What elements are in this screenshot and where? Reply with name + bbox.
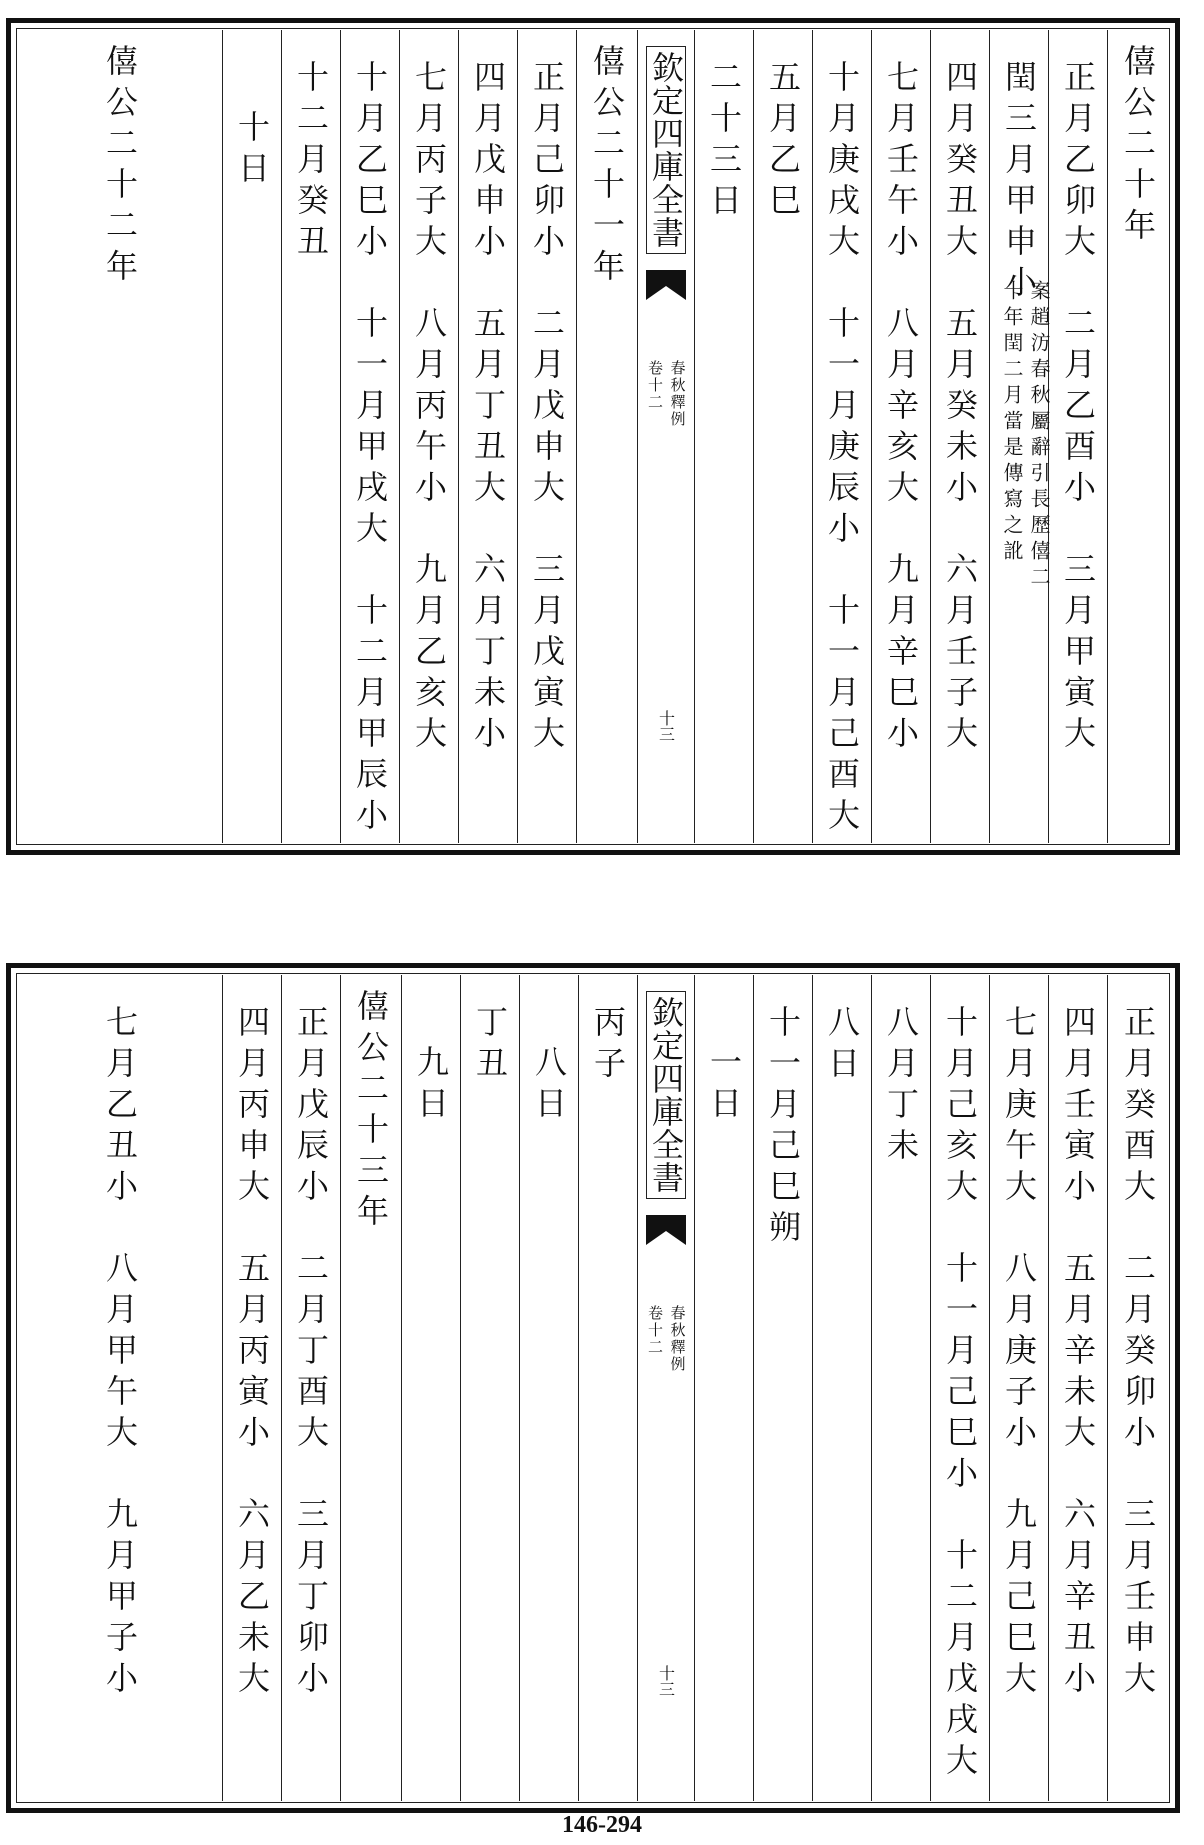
column — [281, 975, 340, 1801]
column-text: 十月庚戌大 十一月庚辰小 十一月己酉大 — [823, 60, 861, 839]
column-text: 八日 — [530, 1045, 568, 1127]
column-text: 僖公二十年 — [1119, 44, 1157, 249]
column-text: 僖公二十一年 — [588, 44, 626, 290]
column — [460, 975, 519, 1801]
column-text: 十月乙巳小 十一月甲戌大 十二月甲辰小 — [351, 60, 389, 839]
column — [401, 975, 460, 1801]
column-text: 二十三日 — [705, 60, 743, 224]
column-text: 僖公二十二年 — [101, 44, 139, 290]
column-text: 正月癸酉大 二月癸卯小 三月壬申大 — [1119, 1005, 1157, 1702]
column — [989, 975, 1048, 1801]
column-text: 一日 — [705, 1045, 743, 1127]
column — [930, 30, 989, 843]
column-text: 七月乙丑小 八月甲午大 九月甲子小 — [101, 1005, 139, 1702]
column — [1048, 975, 1107, 1801]
column-text: 十月己亥大 十一月己巳小 十二月戊戌大 — [941, 1005, 979, 1784]
column-text: 九日 — [412, 1045, 450, 1127]
fishtail-mark-icon — [646, 270, 686, 310]
column-text: 丁丑 — [471, 1005, 509, 1087]
fishtail-mark-icon — [646, 1215, 686, 1255]
column — [753, 30, 812, 843]
column — [222, 975, 281, 1801]
column — [930, 975, 989, 1801]
annotation-note: 案趙汸春秋屬辭引長歷僖二 十年閏二月當是傳寫之訛 — [1000, 280, 1051, 592]
column — [578, 975, 637, 1801]
column — [1107, 975, 1168, 1801]
column-text: 正月乙卯大 二月乙酉小 三月甲寅大 — [1059, 60, 1097, 757]
column-text: 八日 — [823, 1005, 861, 1087]
column-text: 十二月癸丑 — [292, 60, 330, 265]
column-text: 十日 — [233, 110, 271, 192]
column-text: 丙子 — [589, 1005, 627, 1087]
column-text: 僖公二十三年 — [352, 989, 390, 1235]
column-text: 七月壬午小 八月辛亥大 九月辛巳小 — [882, 60, 920, 757]
column-text: 閏三月甲申小 — [1000, 60, 1038, 306]
page-footer-number: 146-294 — [562, 1812, 642, 1838]
column — [281, 30, 340, 843]
column-heading — [576, 30, 637, 843]
column-text: 四月丙申大 五月丙寅小 六月乙未大 — [233, 1005, 271, 1702]
book-spine-top — [637, 30, 694, 843]
column-text: 五月乙巳 — [764, 60, 802, 224]
column-text: 四月戊申小 五月丁丑大 六月丁未小 — [469, 60, 507, 757]
spine-page-number: 十三 — [656, 1665, 676, 1697]
column-text: 八月丁未 — [882, 1005, 920, 1169]
spine-subtitle: 春秋釋例 卷十二 — [646, 1305, 687, 1373]
column — [753, 975, 812, 1801]
column — [18, 975, 222, 1801]
column-text: 七月丙子大 八月丙午小 九月乙亥大 — [410, 60, 448, 757]
column — [517, 30, 576, 843]
spine-page-number: 十三 — [656, 710, 676, 742]
book-spine-bottom — [637, 975, 694, 1801]
column — [694, 30, 753, 843]
column-text: 正月己卯小 二月戊申大 三月戊寅大 — [528, 60, 566, 757]
column-heading — [1107, 30, 1168, 843]
spine-title: 欽定四庫全書 — [646, 46, 686, 254]
column — [694, 975, 753, 1801]
column — [871, 30, 930, 843]
column — [399, 30, 458, 843]
column-text: 四月癸丑大 五月癸未小 六月壬子大 — [941, 60, 979, 757]
column — [340, 30, 399, 843]
spine-title: 欽定四庫全書 — [646, 991, 686, 1199]
column-text: 十一月己巳朔 — [764, 1005, 802, 1251]
spine-subtitle: 春秋釋例 卷十二 — [646, 360, 687, 428]
column — [458, 30, 517, 843]
column — [519, 975, 578, 1801]
column — [871, 975, 930, 1801]
column-text: 四月壬寅小 五月辛未大 六月辛丑小 — [1059, 1005, 1097, 1702]
book-page-top — [6, 18, 1180, 855]
column — [812, 30, 871, 843]
column — [1048, 30, 1107, 843]
column — [812, 975, 871, 1801]
column-heading — [18, 30, 222, 843]
column-text: 七月庚午大 八月庚子小 九月己巳大 — [1000, 1005, 1038, 1702]
column-with-note — [989, 30, 1051, 843]
column-heading — [340, 975, 401, 1801]
column-text: 正月戊辰小 二月丁酉大 三月丁卯小 — [292, 1005, 330, 1702]
column — [222, 30, 281, 843]
book-page-bottom — [6, 963, 1180, 1813]
